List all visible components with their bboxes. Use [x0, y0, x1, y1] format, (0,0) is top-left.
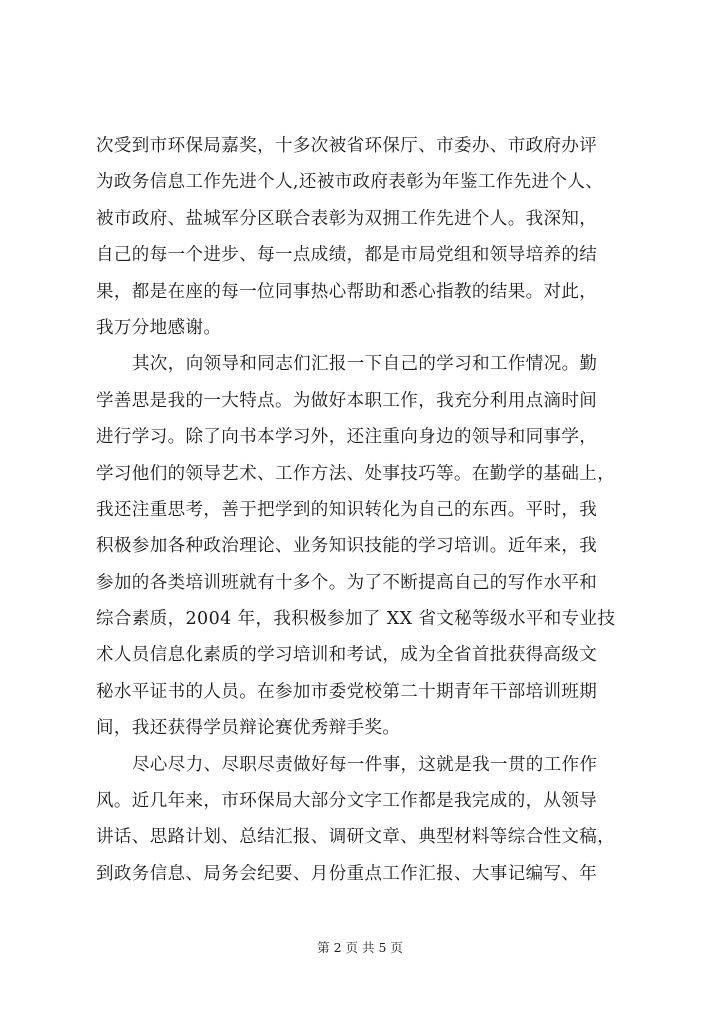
page-footer: [0, 938, 720, 956]
text-line: 我还注重思考，善于把学到的知识转化为自己的东西。平时，我: [96, 499, 598, 520]
text-line: 积极参加各种政治理论、业务知识技能的学习培训。近年来，我: [96, 536, 598, 557]
text-line: 讲话、思路计划、总结汇报、调研文章、典型材料等综合性文稿，: [96, 827, 616, 848]
text-line: 间，我还获得学员辩论赛优秀辩手奖。: [96, 718, 401, 739]
text-line: 次受到市环保局嘉奖，十多次被省环保厅、市委办、市政府办评: [96, 136, 598, 156]
text-line: 为政务信息工作先进个人,还被市政府表彰为年鉴工作先进个人、: [96, 172, 604, 193]
text-line: 术人员信息化素质的学习培训和考试，成为全省首批获得高级文: [96, 645, 598, 666]
text-line: 参加的各类培训班就有十多个。为了不断提高自己的写作水平和: [96, 572, 598, 593]
text-line: 秘水平证书的人员。在参加市委党校第二十期青年干部培训班期: [96, 681, 598, 702]
text-line: 我万分地感谢。: [96, 317, 222, 338]
text-line: 果，都是在座的每一位同事热心帮助和悉心指教的结果。对此，: [96, 281, 598, 302]
text-line: 自己的每一个进步、每一点成绩，都是市局党组和领导培养的结: [96, 245, 598, 266]
page-number-label: 第 2 页 共 5 页: [317, 940, 403, 955]
body-text: [96, 128, 656, 892]
text-line: 学习他们的领导艺术、工作方法、处事技巧等。在勤学的基础上，: [96, 463, 616, 484]
paragraph-start-line: 其次，向领导和同志们汇报一下自己的学习和工作情况。勤: [132, 354, 598, 375]
text-line: 被市政府、盐城军分区联合表彰为双拥工作先进个人。我深知，: [96, 208, 598, 229]
text-line: 风。近几年来，市环保局大部分文字工作都是我完成的，从领导: [96, 791, 598, 812]
text-line: 学善思是我的一大特点。为做好本职工作，我充分利用点滴时间: [96, 390, 598, 411]
text-line: 进行学习。除了向书本学习外，还注重向身边的领导和同事学，: [96, 427, 598, 448]
paragraph-start-line: 尽心尽力、尽职尽责做好每一件事，这就是我一贯的工作作: [132, 754, 598, 775]
text-line: 到政务信息、局务会纪要、月份重点工作汇报、大事记编写、年: [96, 863, 598, 884]
text-line: 综合素质，2004 年，我积极参加了 XX 省文秘等级水平和专业技: [96, 609, 616, 630]
